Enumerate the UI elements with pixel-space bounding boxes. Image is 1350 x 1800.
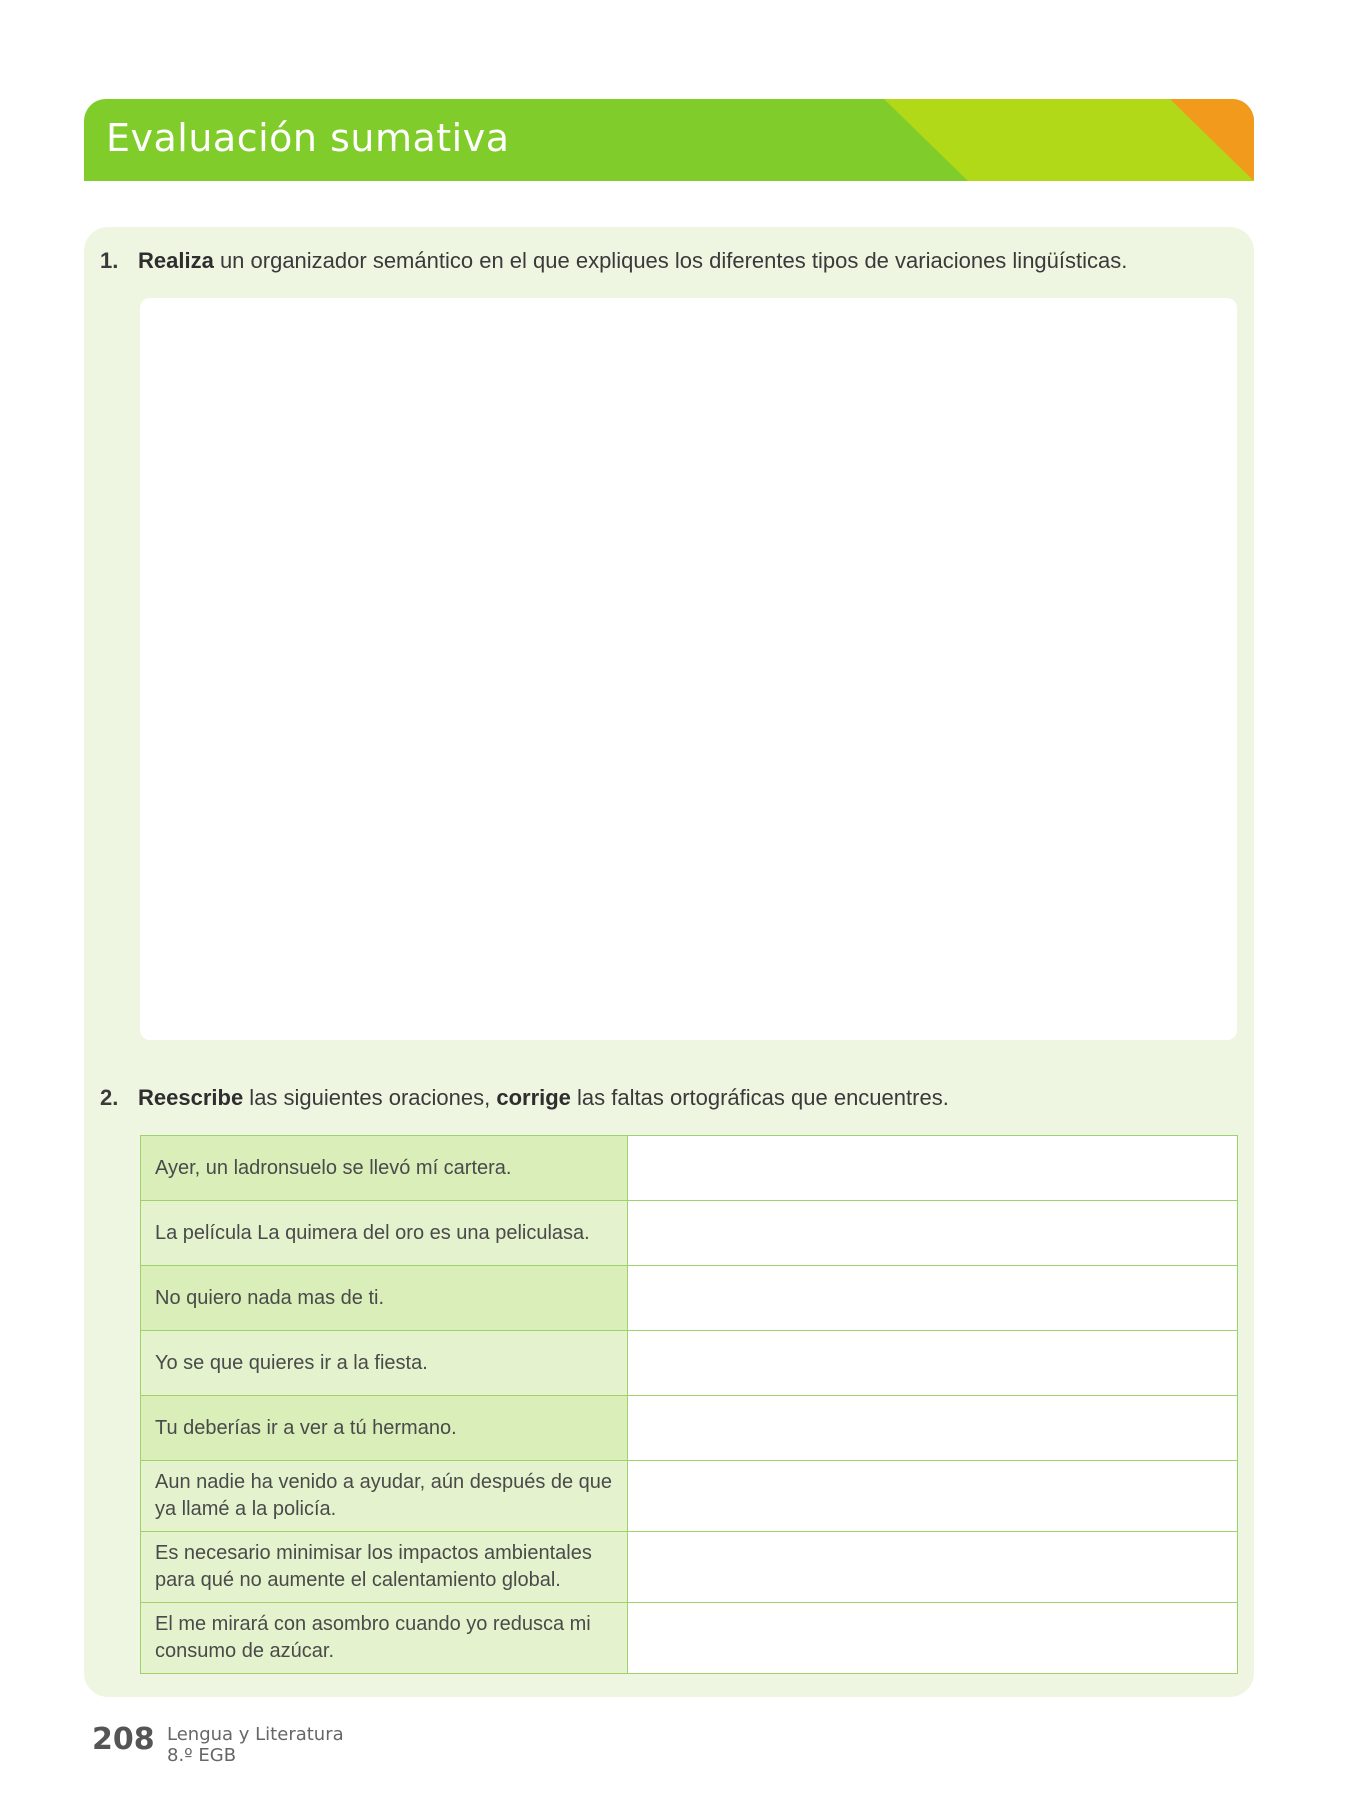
answer-cell[interactable]: [628, 1266, 1238, 1331]
sentence-cell: Tu deberías ir a ver a tú hermano.: [141, 1396, 628, 1461]
sentence-cell: Aun nadie ha venido a ayudar, aún después de que ya llamé a la policía.: [141, 1461, 628, 1532]
section-title: Evaluación sumativa: [106, 116, 510, 160]
page-number: 208: [92, 1722, 155, 1757]
answer-cell[interactable]: [628, 1201, 1238, 1266]
footer-subject: [167, 1724, 344, 1766]
table-row: [141, 1396, 1238, 1461]
sentence-cell: Es necesario minimisar los impactos ambientales para qué no aumente el calentamiento global.: [141, 1532, 628, 1603]
question-2-number: 2.: [100, 1085, 119, 1110]
dua-sublabel: Acción y expresión: [909, 40, 1111, 65]
answer-cell[interactable]: [628, 1136, 1238, 1201]
grade-level: 8.º EGB: [167, 1745, 237, 1766]
question-1-number: 1.: [100, 248, 119, 273]
question-1-verb: Realiza: [138, 248, 214, 273]
answer-cell[interactable]: [628, 1396, 1238, 1461]
answer-cell[interactable]: [628, 1331, 1238, 1396]
question-2-verb-1: Reescribe: [138, 1085, 244, 1110]
organizer-answer-area[interactable]: [140, 298, 1237, 1040]
dua-label: DUA: [980, 10, 1040, 40]
table-row: [141, 1266, 1238, 1331]
sentence-correction-table: [140, 1135, 1238, 1674]
table-row: [141, 1603, 1238, 1674]
dua-badge-background: [884, 99, 1254, 181]
table-row: [141, 1532, 1238, 1603]
table-row: [141, 1201, 1238, 1266]
section-header: [84, 99, 1254, 181]
table-row: [141, 1136, 1238, 1201]
answer-cell[interactable]: [628, 1603, 1238, 1674]
question-1-text: un organizador semántico en el que expliques los diferentes tipos de variaciones lingüísticas.: [213, 248, 1128, 273]
answer-cell[interactable]: [628, 1461, 1238, 1532]
subject-name: Lengua y Literatura: [167, 1724, 344, 1745]
question-1: [100, 248, 1127, 274]
sentence-cell: El me mirará con asombro cuando yo redusca mi consumo de azúcar.: [141, 1603, 628, 1674]
sentence-cell: No quiero nada mas de ti.: [141, 1266, 628, 1331]
question-2-text-2: las faltas ortográficas que encuentres.: [570, 1085, 949, 1110]
table-row: [141, 1331, 1238, 1396]
dua-badge: [890, 10, 1130, 66]
question-2-verb-2: corrige: [496, 1085, 571, 1110]
sentence-cell: Yo se que quieres ir a la fiesta.: [141, 1331, 628, 1396]
answer-cell[interactable]: [628, 1532, 1238, 1603]
table-row: [141, 1461, 1238, 1532]
question-2-text-1: las siguientes oraciones,: [243, 1085, 497, 1110]
sentence-cell: Ayer, un ladronsuelo se llevó mí cartera.: [141, 1136, 628, 1201]
sentence-cell: La película La quimera del oro es una peliculasa.: [141, 1201, 628, 1266]
question-2: [100, 1085, 949, 1111]
